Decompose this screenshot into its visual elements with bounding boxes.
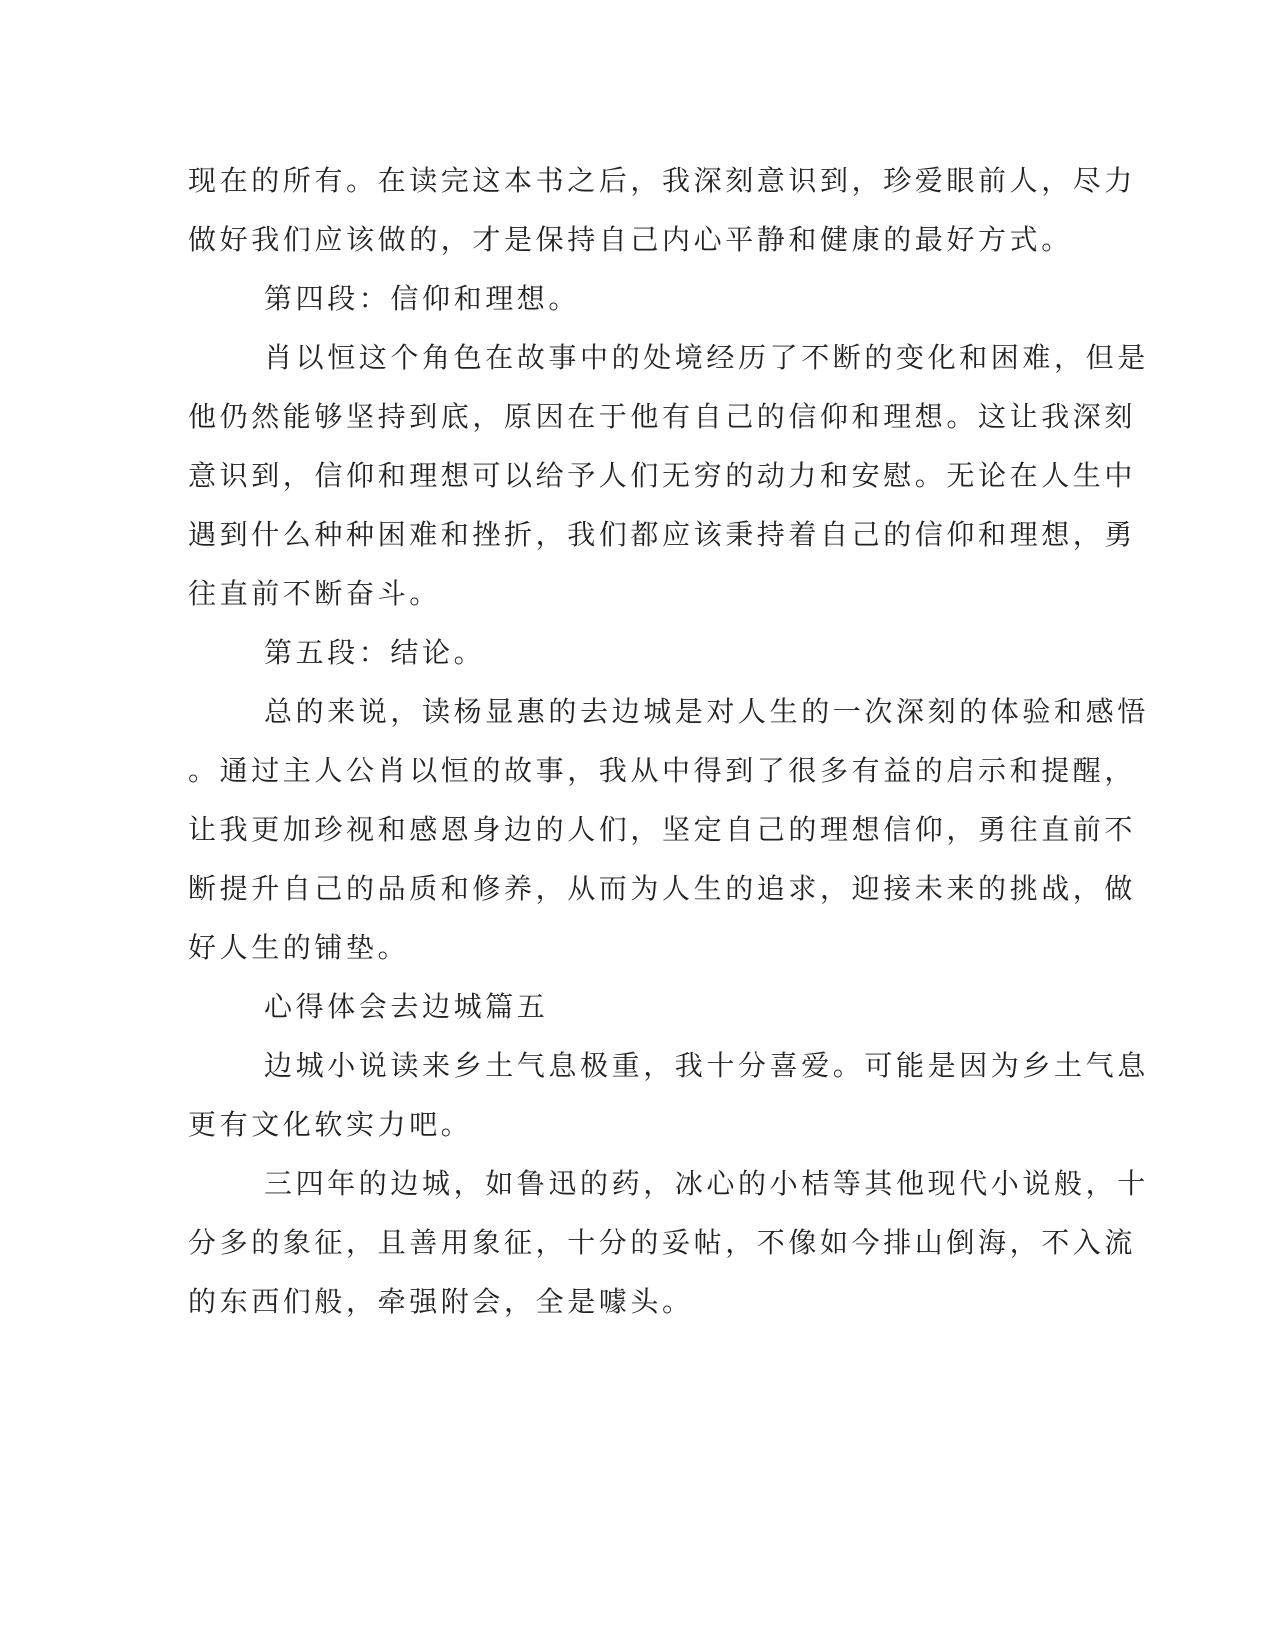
text-line: 分多的象征，且善用象征，十分的妥帖，不像如今排山倒海，不入流: [188, 1226, 1137, 1259]
text-line: 好人生的铺垫。: [188, 931, 410, 964]
text-line: 让我更加珍视和感恩身边的人们，坚定自己的理想信仰，勇往直前不: [188, 813, 1137, 846]
section-heading: 心得体会去边城篇五: [264, 990, 549, 1023]
text-line: 的东西们般，牵强附会，全是噱头。: [188, 1285, 694, 1318]
section-heading: 第四段：信仰和理想。: [264, 282, 581, 315]
text-line: 意识到，信仰和理想可以给予人们无穷的动力和安慰。无论在人生中: [188, 459, 1137, 492]
text-line: 做好我们应该做的，才是保持自己内心平静和健康的最好方式。: [188, 223, 1073, 256]
text-line: 三四年的边城，如鲁迅的药，冰心的小桔等其他现代小说般，十: [264, 1167, 1149, 1200]
text-line: 边城小说读来乡土气息极重，我十分喜爱。可能是因为乡土气息: [264, 1049, 1149, 1082]
text-line: 总的来说，读杨显惠的去边城是对人生的一次深刻的体验和感悟: [264, 695, 1149, 728]
text-line: 往直前不断奋斗。: [188, 577, 441, 610]
text-line: 现在的所有。在读完这本书之后，我深刻意识到，珍爱眼前人，尽力: [188, 164, 1137, 197]
text-line: 。通过主人公肖以恒的故事，我从中得到了很多有益的启示和提醒，: [188, 754, 1137, 787]
text-line: 遇到什么种种困难和挫折，我们都应该秉持着自己的信仰和理想，勇: [188, 518, 1137, 551]
text-line: 更有文化软实力吧。: [188, 1108, 473, 1141]
text-line: 断提升自己的品质和修养，从而为人生的追求，迎接未来的挑战，做: [188, 872, 1137, 905]
text-line: 他仍然能够坚持到底，原因在于他有自己的信仰和理想。这让我深刻: [188, 400, 1137, 433]
text-line: 肖以恒这个角色在故事中的处境经历了不断的变化和困难，但是: [264, 341, 1149, 374]
section-heading: 第五段：结论。: [264, 636, 486, 669]
